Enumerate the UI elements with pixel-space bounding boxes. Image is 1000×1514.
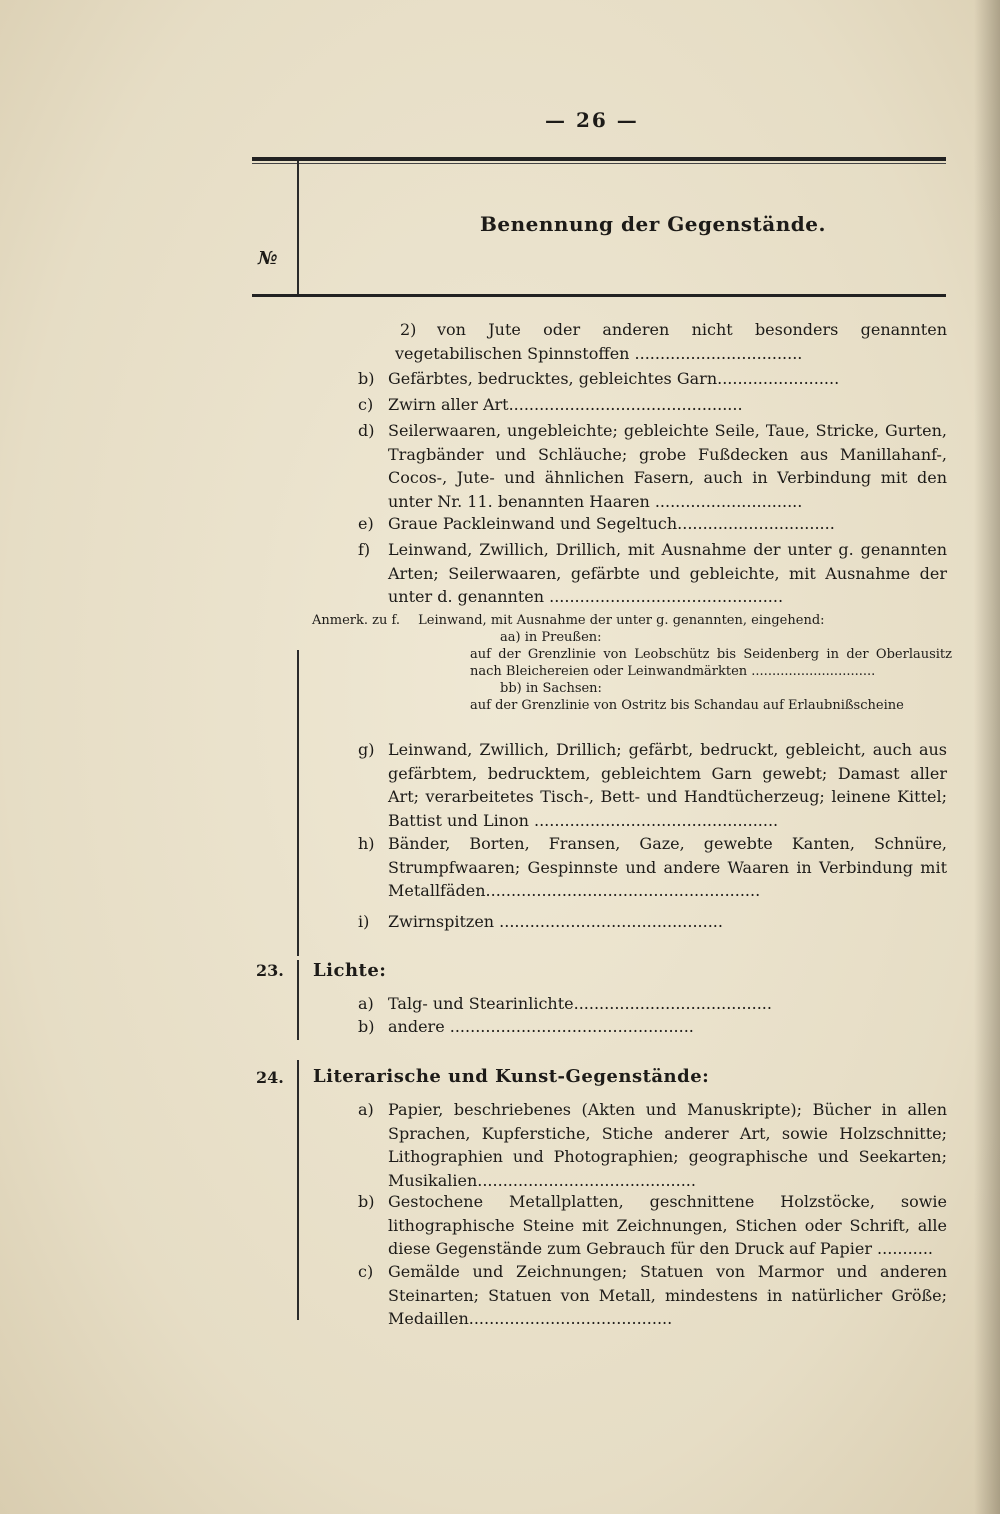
item-text: Papier, beschriebenes (Akten und Manuskripte); Bücher in allen Sprachen, Kupferstiche, Stiche anderer Art, sowie Holzschnitte; Lithographien und Photographien; geographische und Seekarten; Musikalien........................................... — [388, 1100, 947, 1190]
body-column-separator-1 — [297, 650, 299, 956]
section-title: Lichte: — [313, 960, 387, 981]
list-item — [395, 318, 947, 365]
item-label: b) — [358, 1017, 375, 1036]
item-text: Gestochene Metallplatten, geschnittene Holzstöcke, sowie lithographische Steine mit Zeichnungen, Stichen oder Schrift, alle diese Gegenstände zum Gebrauch für den Druck auf Papier ........... — [388, 1192, 947, 1258]
list-item — [358, 367, 947, 391]
list-item — [358, 832, 947, 903]
annotation-sub-text: auf der Grenzlinie von Ostritz bis Schandau auf Erlaubnißscheine — [470, 698, 904, 713]
item-text: Seilerwaaren, ungebleichte; gebleichte Seile, Taue, Stricke, Gurten, Tragbänder und Schläuche; grobe Fußdecken aus Manillahanf-, Cocos-, Jute- und ähnlichen Fasern, auch in Verbindung mit den unter Nr. 11. benannten Haaren ............................. — [388, 421, 947, 511]
annotation-label: Anmerk. zu f. — [312, 613, 400, 628]
section-title: Literarische und Kunst-Gegenstände: — [313, 1066, 710, 1087]
item-label: b) — [358, 369, 375, 388]
header-column-separator — [297, 161, 299, 294]
header-number-column: № — [258, 248, 278, 269]
header-top-rule-thin — [252, 163, 946, 164]
item-label: g) — [358, 740, 375, 759]
item-text: Zwirn aller Art.............................................. — [388, 395, 743, 414]
item-text: Leinwand, Zwillich, Drillich; gefärbt, bedruckt, gebleicht, auch aus gefärbtem, bedrucktem, gebleichtem Garn gewebt; Damast aller Art; verarbeitetes Tisch-, Bett- und Handtücherzeug; leinene Kittel; Battist und Linon ................................................ — [388, 740, 947, 830]
header-title-column: Benennung der Gegenstände. — [480, 212, 826, 236]
list-item — [358, 393, 947, 417]
item-text: Gefärbtes, bedrucktes, gebleichtes Garn........................ — [388, 369, 840, 388]
item-text: Talg- und Stearinlichte....................................... — [388, 994, 772, 1013]
body-column-separator-2 — [297, 960, 299, 1040]
item-label: b) — [358, 1192, 375, 1211]
annotation-sub-text: auf der Grenzlinie von Leobschütz bis Seidenberg in der Oberlausitz nach Bleichereien oder Leinwandmärkten .............................. — [470, 647, 952, 679]
item-label: d) — [358, 421, 375, 440]
page-number: — 26 — — [545, 108, 639, 132]
list-item — [358, 1260, 947, 1331]
page-edge-shadow — [974, 0, 1000, 1514]
item-text: andere ................................................ — [388, 1017, 694, 1036]
item-label: h) — [358, 834, 375, 853]
item-label: f) — [358, 540, 371, 559]
annotation-sub-heading: aa) in Preußen: — [500, 630, 602, 645]
section-number: 24. — [256, 1068, 284, 1087]
list-item — [358, 538, 947, 609]
list-item — [358, 992, 947, 1016]
annotation — [312, 612, 952, 714]
item-text: Gemälde und Zeichnungen; Statuen von Marmor und anderen Steinarten; Statuen von Metall, mindestens in natürlicher Größe; Medaillen........................................ — [388, 1262, 947, 1328]
item-label: c) — [358, 395, 374, 414]
item-text: Leinwand, Zwillich, Drillich, mit Ausnahme der unter g. genannten Arten; Seilerwaaren, gefärbte und gebleichte, mit Ausnahme der unter d. genannten .............................................. — [388, 540, 947, 606]
header-top-rule — [252, 157, 946, 161]
annotation-sub-heading: bb) in Sachsen: — [500, 681, 602, 696]
section-number: 23. — [256, 961, 284, 980]
item-text: von Jute oder anderen nicht besonders genannten vegetabilischen Spinnstoffen ................................. — [395, 320, 947, 363]
header-bottom-rule — [252, 294, 946, 297]
item-label: a) — [358, 994, 374, 1013]
item-text: Graue Packleinwand und Segeltuch............................... — [388, 514, 835, 533]
list-item — [358, 910, 947, 934]
item-label: c) — [358, 1262, 374, 1281]
body-column-separator-3 — [297, 1060, 299, 1320]
list-item — [358, 419, 947, 513]
item-label: e) — [358, 514, 374, 533]
item-text: Zwirnspitzen ............................................ — [388, 912, 723, 931]
list-item — [358, 1190, 947, 1261]
list-item — [358, 512, 947, 536]
list-item — [358, 738, 947, 832]
list-item — [358, 1015, 947, 1039]
item-text: Bänder, Borten, Fransen, Gaze, gewebte Kanten, Schnüre, Strumpfwaaren; Gespinnste und andere Waaren in Verbindung mit Metallfäden...................................................... — [388, 834, 947, 900]
item-label: 2) — [400, 320, 417, 339]
annotation-line: Leinwand, mit Ausnahme der unter g. genannten, eingehend: — [418, 613, 825, 628]
item-label: a) — [358, 1100, 374, 1119]
item-label: i) — [358, 912, 370, 931]
list-item — [358, 1098, 947, 1192]
